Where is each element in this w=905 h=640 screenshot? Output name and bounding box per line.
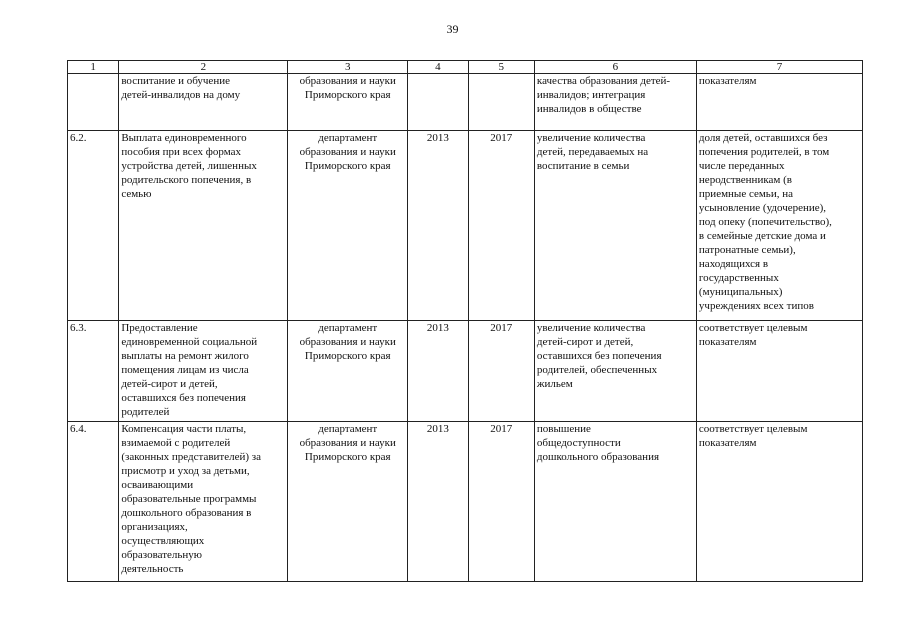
header-cell: 6 bbox=[534, 61, 696, 74]
start-year-cell bbox=[408, 74, 468, 131]
table-row bbox=[68, 422, 863, 582]
page-number: 39 bbox=[446, 22, 459, 36]
end-year-cell: 2017 bbox=[468, 321, 534, 422]
activity-cell: Выплата единовременного пособия при всех формах устройства детей, лишенных родительского попечения, в семью bbox=[119, 131, 288, 321]
result-cell: качества образования детей- инвалидов; интеграция инвалидов в обществе bbox=[534, 74, 696, 131]
row-number: 6.4. bbox=[68, 422, 119, 582]
header-cell: 4 bbox=[408, 61, 468, 74]
start-year-cell: 2013 bbox=[408, 321, 468, 422]
activity-cell: Компенсация части платы, взимаемой с родителей (законных представителей) за присмотр и уход за детьми, осваивающими образовательные программы дошкольного образования в организациях, осуществляющих образовательную деятельность bbox=[119, 422, 288, 582]
row-number: 6.2. bbox=[68, 131, 119, 321]
indicator-cell: соответствует целевым показателям bbox=[696, 422, 862, 582]
activity-cell: воспитание и обучение детей-инвалидов на дому bbox=[119, 74, 288, 131]
executor-cell: образования и науки Приморского края bbox=[288, 74, 408, 131]
end-year-cell: 2017 bbox=[468, 422, 534, 582]
result-cell: увеличение количества детей, передаваемых на воспитание в семьи bbox=[534, 131, 696, 321]
header-cell: 3 bbox=[288, 61, 408, 74]
indicator-cell: показателям bbox=[696, 74, 862, 131]
indicator-cell: соответствует целевым показателям bbox=[696, 321, 862, 422]
end-year-cell bbox=[468, 74, 534, 131]
table-header-row bbox=[68, 61, 863, 74]
result-cell: повышение общедоступности дошкольного образования bbox=[534, 422, 696, 582]
indicator-cell: доля детей, оставшихся без попечения родителей, в том числе переданных неродственникам (в приемные семьи, на усыновление (удочерение), под опеку (попечительство), в семейные детские дома и патронатные семьи), находящихся в государственных (муниципальных) учреждениях всех типов bbox=[696, 131, 862, 321]
header-cell: 2 bbox=[119, 61, 288, 74]
program-activities-table bbox=[67, 60, 863, 582]
table-row bbox=[68, 321, 863, 422]
table-row bbox=[68, 131, 863, 321]
executor-cell: департамент образования и науки Приморского края bbox=[288, 422, 408, 582]
row-number bbox=[68, 74, 119, 131]
result-cell: увеличение количества детей-сирот и детей, оставшихся без попечения родителей, обеспеченных жильем bbox=[534, 321, 696, 422]
row-number: 6.3. bbox=[68, 321, 119, 422]
header-cell: 1 bbox=[68, 61, 119, 74]
start-year-cell: 2013 bbox=[408, 422, 468, 582]
start-year-cell: 2013 bbox=[408, 131, 468, 321]
header-cell: 7 bbox=[696, 61, 862, 74]
activity-cell: Предоставление единовременной социальной выплаты на ремонт жилого помещения лицам из числа детей-сирот и детей, оставшихся без попечения родителей bbox=[119, 321, 288, 422]
header-cell: 5 bbox=[468, 61, 534, 74]
executor-cell: департамент образования и науки Приморского края bbox=[288, 321, 408, 422]
executor-cell: департамент образования и науки Приморского края bbox=[288, 131, 408, 321]
table-row bbox=[68, 74, 863, 131]
end-year-cell: 2017 bbox=[468, 131, 534, 321]
